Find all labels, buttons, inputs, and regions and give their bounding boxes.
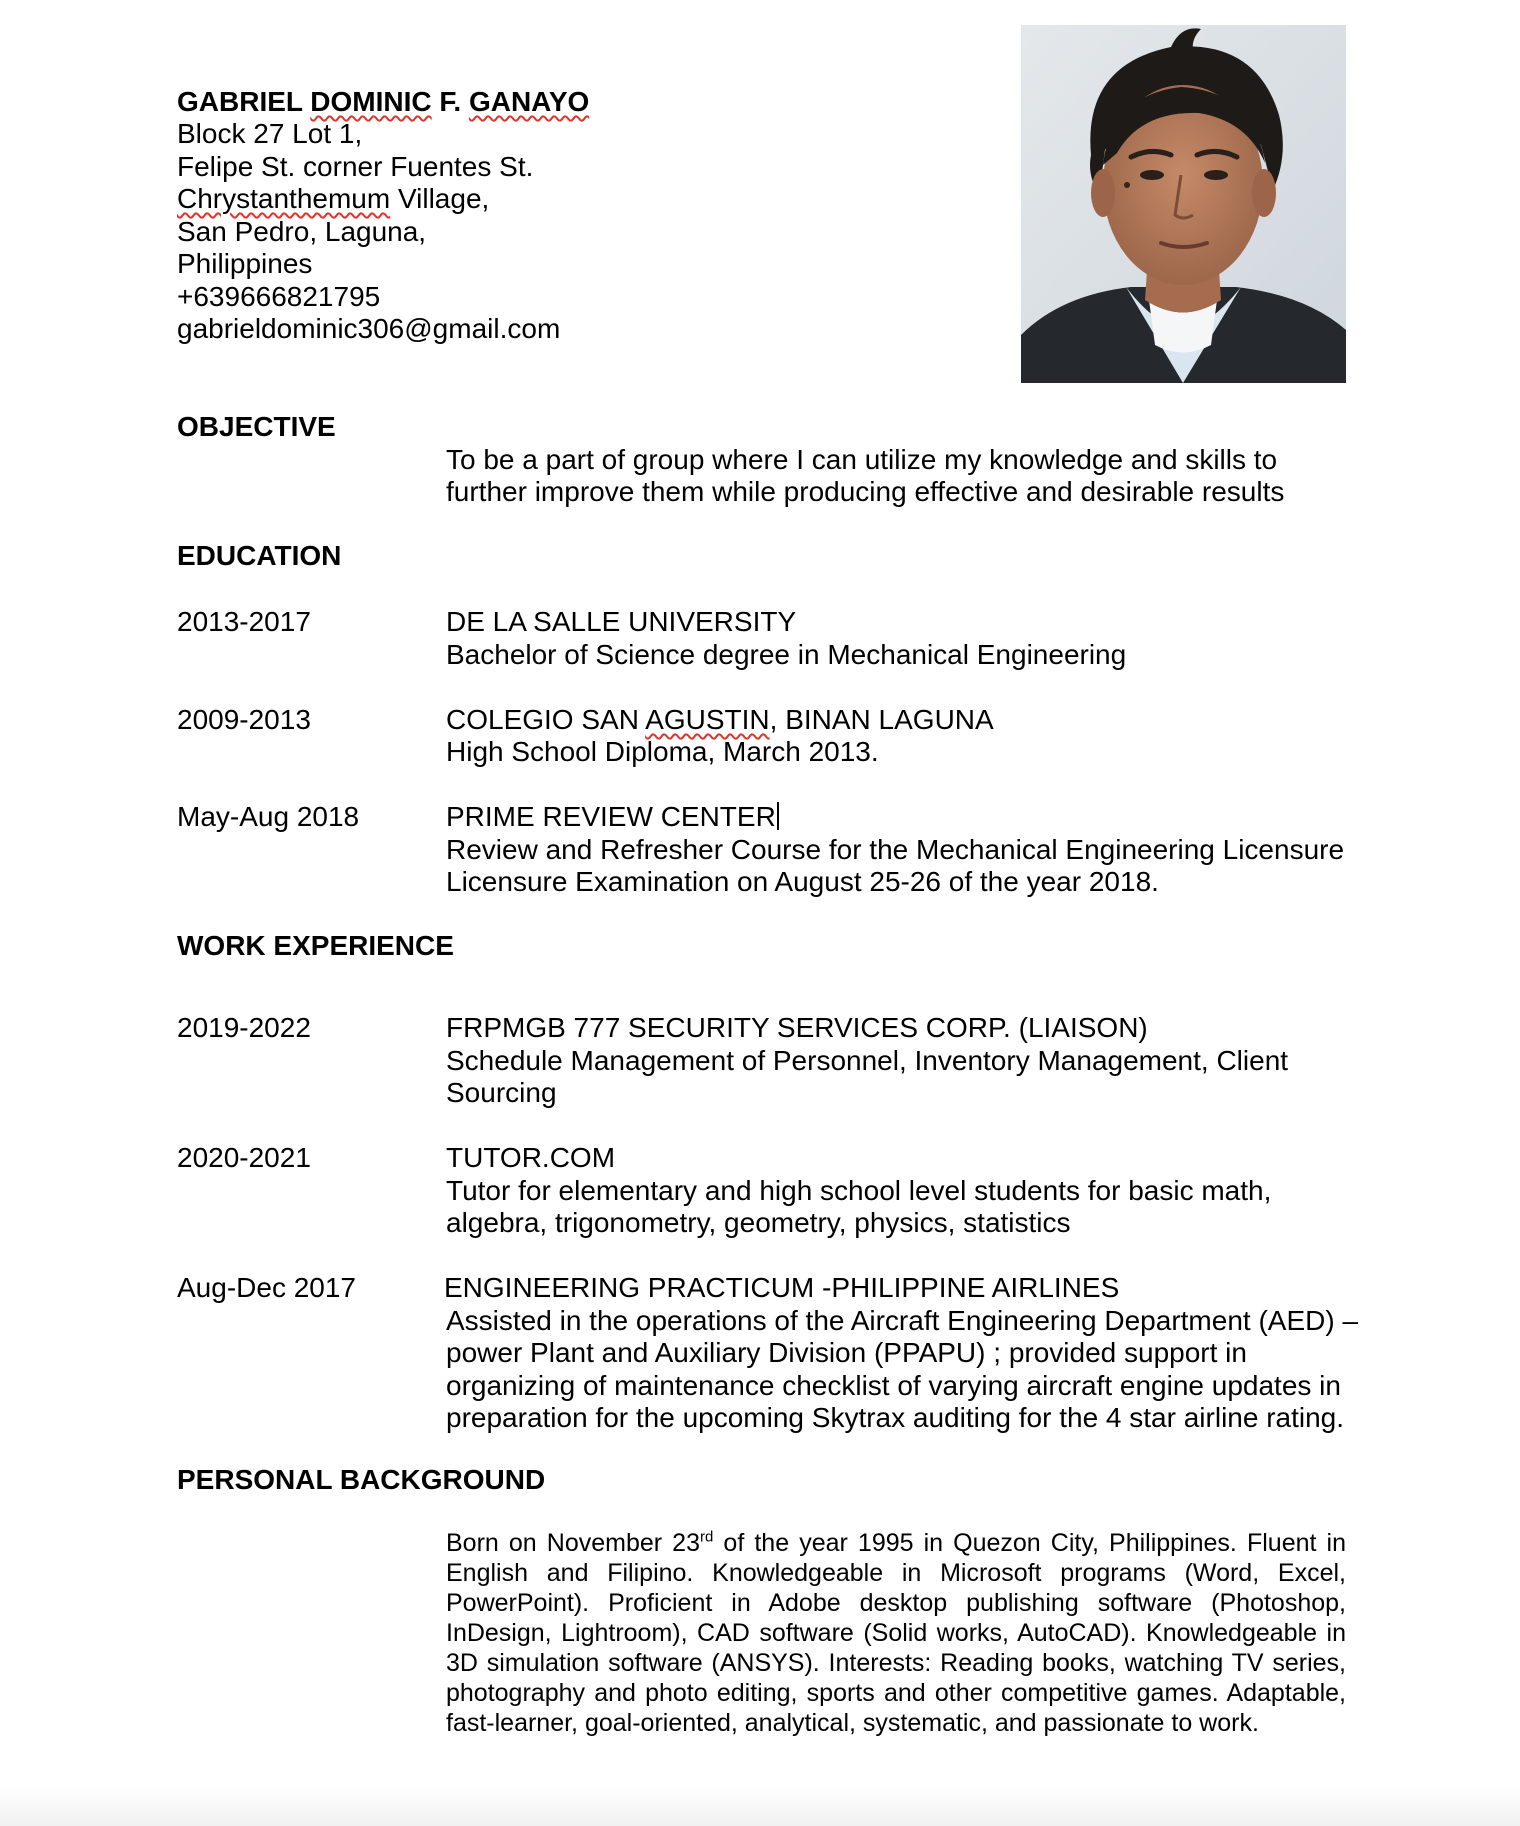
work-detail: Tutor for elementary and high school level students for basic math, bbox=[446, 1175, 1272, 1206]
education-school[interactable]: PRIME REVIEW CENTER bbox=[446, 801, 779, 833]
work-date: 2019-2022 bbox=[177, 1012, 311, 1043]
education-date: May-Aug 2018 bbox=[177, 801, 360, 832]
work-date: 2020-2021 bbox=[177, 1142, 311, 1173]
work-detail: preparation for the upcoming Skytrax auditing for the 4 star airline rating. bbox=[446, 1402, 1345, 1433]
applicant-name: GABRIEL DOMINIC F. GANAYO bbox=[177, 86, 590, 117]
section-heading-education: EDUCATION bbox=[177, 540, 342, 571]
work-employer: ENGINEERING PRACTICUM -PHILIPPINE AIRLINES bbox=[444, 1272, 1120, 1303]
education-detail: Licensure Examination on August 25-26 of the year 2018. bbox=[446, 866, 1159, 897]
objective-text: To be a part of group where I can utilize my knowledge and skills to bbox=[446, 444, 1278, 475]
section-heading-personal-background: PERSONAL BACKGROUND bbox=[177, 1464, 546, 1495]
page-bottom-shadow bbox=[0, 1786, 1520, 1826]
work-detail: algebra, trigonometry, geometry, physics, statistics bbox=[446, 1207, 1071, 1238]
work-detail: Schedule Management of Personnel, Inventory Management, Client bbox=[446, 1045, 1289, 1076]
education-date: 2009-2013 bbox=[177, 704, 311, 735]
education-school: COLEGIO SAN AGUSTIN, BINAN LAGUNA bbox=[446, 704, 994, 735]
education-school: DE LA SALLE UNIVERSITY bbox=[446, 606, 797, 637]
address-line: Chrystanthemum Village, bbox=[177, 183, 490, 214]
work-date: Aug-Dec 2017 bbox=[177, 1272, 357, 1303]
address-line: Philippines bbox=[177, 248, 313, 279]
address-line: Felipe St. corner Fuentes St. bbox=[177, 151, 534, 182]
work-detail: power Plant and Auxiliary Division (PPAPU) ; provided support in bbox=[446, 1337, 1247, 1368]
objective-text: further improve them while producing effective and desirable results bbox=[446, 476, 1285, 507]
work-employer: TUTOR.COM bbox=[446, 1142, 616, 1173]
section-heading-objective: OBJECTIVE bbox=[177, 411, 336, 442]
personal-background-text: Born on November 23rd of the year 1995 in Quezon City, Philippines. Fluent in English and Filipino. Knowledgeable in Microsoft programs (Word, Excel, PowerPoint). Proficient in Adobe desktop publishing software (Photoshop, InDesign, Lightroom), CAD software (Solid works, AutoCAD). Knowledgeable in 3D simulation software (ANSYS). Interests: Reading books, watching TV series, photography and photo editing, sports and other competitive games. Adaptable, fast-learner, goal-oriented, analytical, systematic, and passionate to work. bbox=[446, 1528, 1346, 1737]
address-line: San Pedro, Laguna, bbox=[177, 216, 427, 247]
phone-number: +639666821795 bbox=[177, 281, 381, 312]
section-heading-work-experience: WORK EXPERIENCE bbox=[177, 930, 454, 961]
text-cursor bbox=[777, 802, 779, 830]
work-detail: organizing of maintenance checklist of varying aircraft engine updates in bbox=[446, 1370, 1341, 1401]
education-detail: Review and Refresher Course for the Mechanical Engineering Licensure bbox=[446, 834, 1345, 865]
work-employer: FRPMGB 777 SECURITY SERVICES CORP. (LIAISON) bbox=[446, 1012, 1148, 1043]
education-detail: Bachelor of Science degree in Mechanical Engineering bbox=[446, 639, 1127, 670]
work-detail: Assisted in the operations of the Aircraft Engineering Department (AED) – bbox=[446, 1305, 1359, 1336]
education-date: 2013-2017 bbox=[177, 606, 311, 637]
email-address: gabrieldominic306@gmail.com bbox=[177, 313, 561, 344]
address-line: Block 27 Lot 1, bbox=[177, 118, 363, 149]
work-detail: Sourcing bbox=[446, 1077, 557, 1108]
education-detail: High School Diploma, March 2013. bbox=[446, 736, 879, 767]
profile-photo bbox=[1021, 25, 1346, 383]
